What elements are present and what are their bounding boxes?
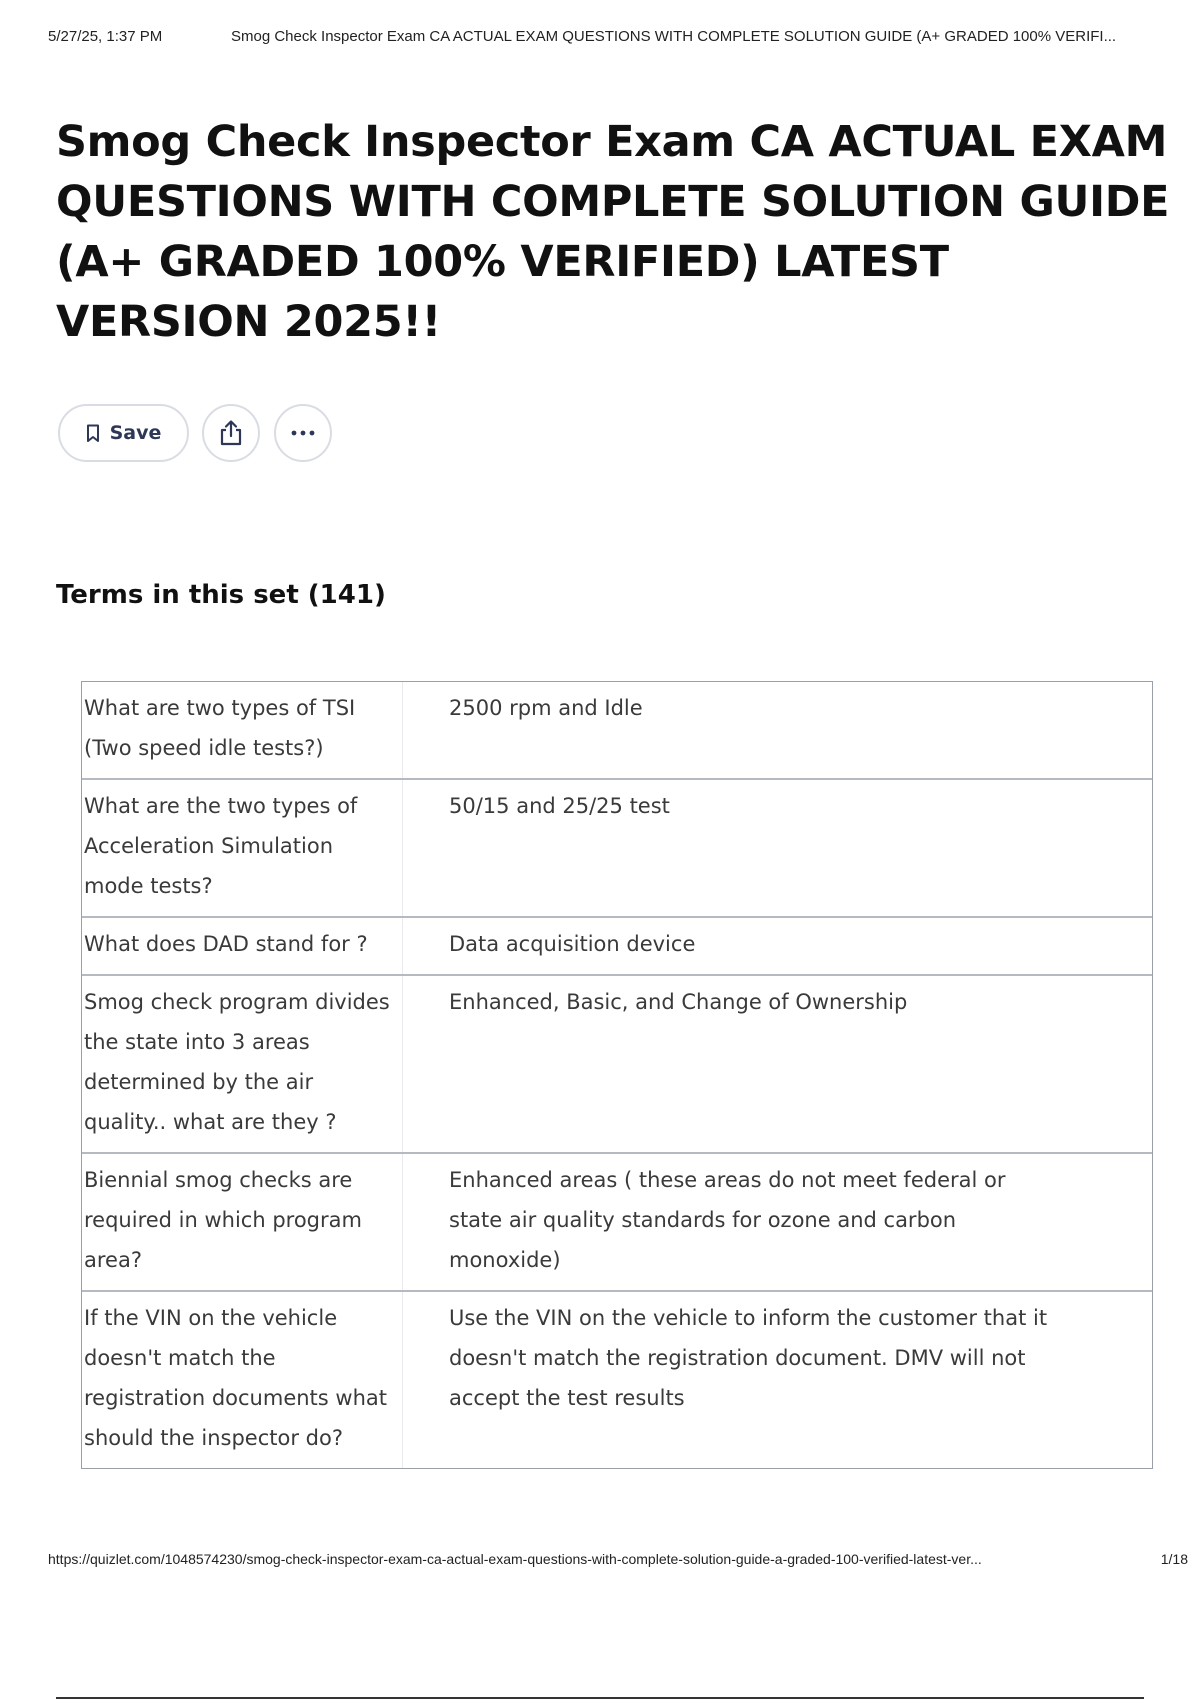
divider [56, 1697, 1144, 1699]
page-title: Smog Check Inspector Exam CA ACTUAL EXAM QUESTIONS WITH COMPLETE SOLUTION GUIDE (A+ GRADED 100% VERIFIED) LATEST VERSION 2025!! [56, 117, 1170, 347]
terms-table [81, 681, 1153, 1469]
share-icon [218, 419, 244, 447]
term-text: Smog check program divides the state into 3 areas determined by the air quality.. what are they ? [82, 976, 403, 1152]
print-document-title: Smog Check Inspector Exam CA ACTUAL EXAM QUESTIONS WITH COMPLETE SOLUTION GUIDE (A+ GRADED 100% VERIFI... [231, 28, 1117, 45]
term-text: Biennial smog checks are required in which program area? [82, 1154, 403, 1290]
more-icon [290, 430, 316, 436]
term-text: What are the two types of Acceleration Simulation mode tests? [82, 780, 403, 916]
definition-text: Data acquisition device [449, 932, 696, 956]
print-footer [48, 1551, 1188, 1573]
term-text: What are two types of TSI (Two speed idle tests?) [82, 682, 403, 778]
print-date: 5/27/25, 1:37 PM [48, 28, 163, 45]
definition-text: Enhanced, Basic, and Change of Ownership [449, 990, 908, 1014]
term-row [82, 1152, 1152, 1290]
term-row [82, 778, 1152, 916]
definition-text: 2500 rpm and Idle [449, 696, 643, 720]
page-url: https://quizlet.com/1048574230/smog-check-inspector-exam-ca-actual-exam-questions-with-complete-solution-guide-a-graded-100-verified-latest-ver... [48, 1551, 982, 1567]
share-button[interactable] [202, 404, 260, 462]
definition-text: Enhanced areas ( these areas do not meet federal or state air quality standards for ozone and carbon monoxide) [449, 1168, 1006, 1272]
term-row [82, 1290, 1152, 1468]
term-row [82, 974, 1152, 1152]
bookmark-icon [86, 424, 100, 443]
term-text: If the VIN on the vehicle doesn't match the registration documents what should the inspector do? [82, 1292, 403, 1468]
terms-heading: Terms in this set (141) [56, 580, 386, 610]
save-button[interactable] [58, 404, 189, 462]
definition-text: Use the VIN on the vehicle to inform the customer that it doesn't match the registration document. DMV will not accept the test results [449, 1306, 1048, 1410]
term-row [82, 916, 1152, 974]
term-text: What does DAD stand for ? [82, 918, 403, 974]
save-button-label: Save [109, 422, 162, 444]
more-options-button[interactable] [274, 404, 332, 462]
definition-text: 50/15 and 25/25 test [449, 794, 670, 818]
page-number: 1/18 [1160, 1551, 1188, 1567]
print-header [48, 28, 1188, 52]
term-row [82, 682, 1152, 778]
